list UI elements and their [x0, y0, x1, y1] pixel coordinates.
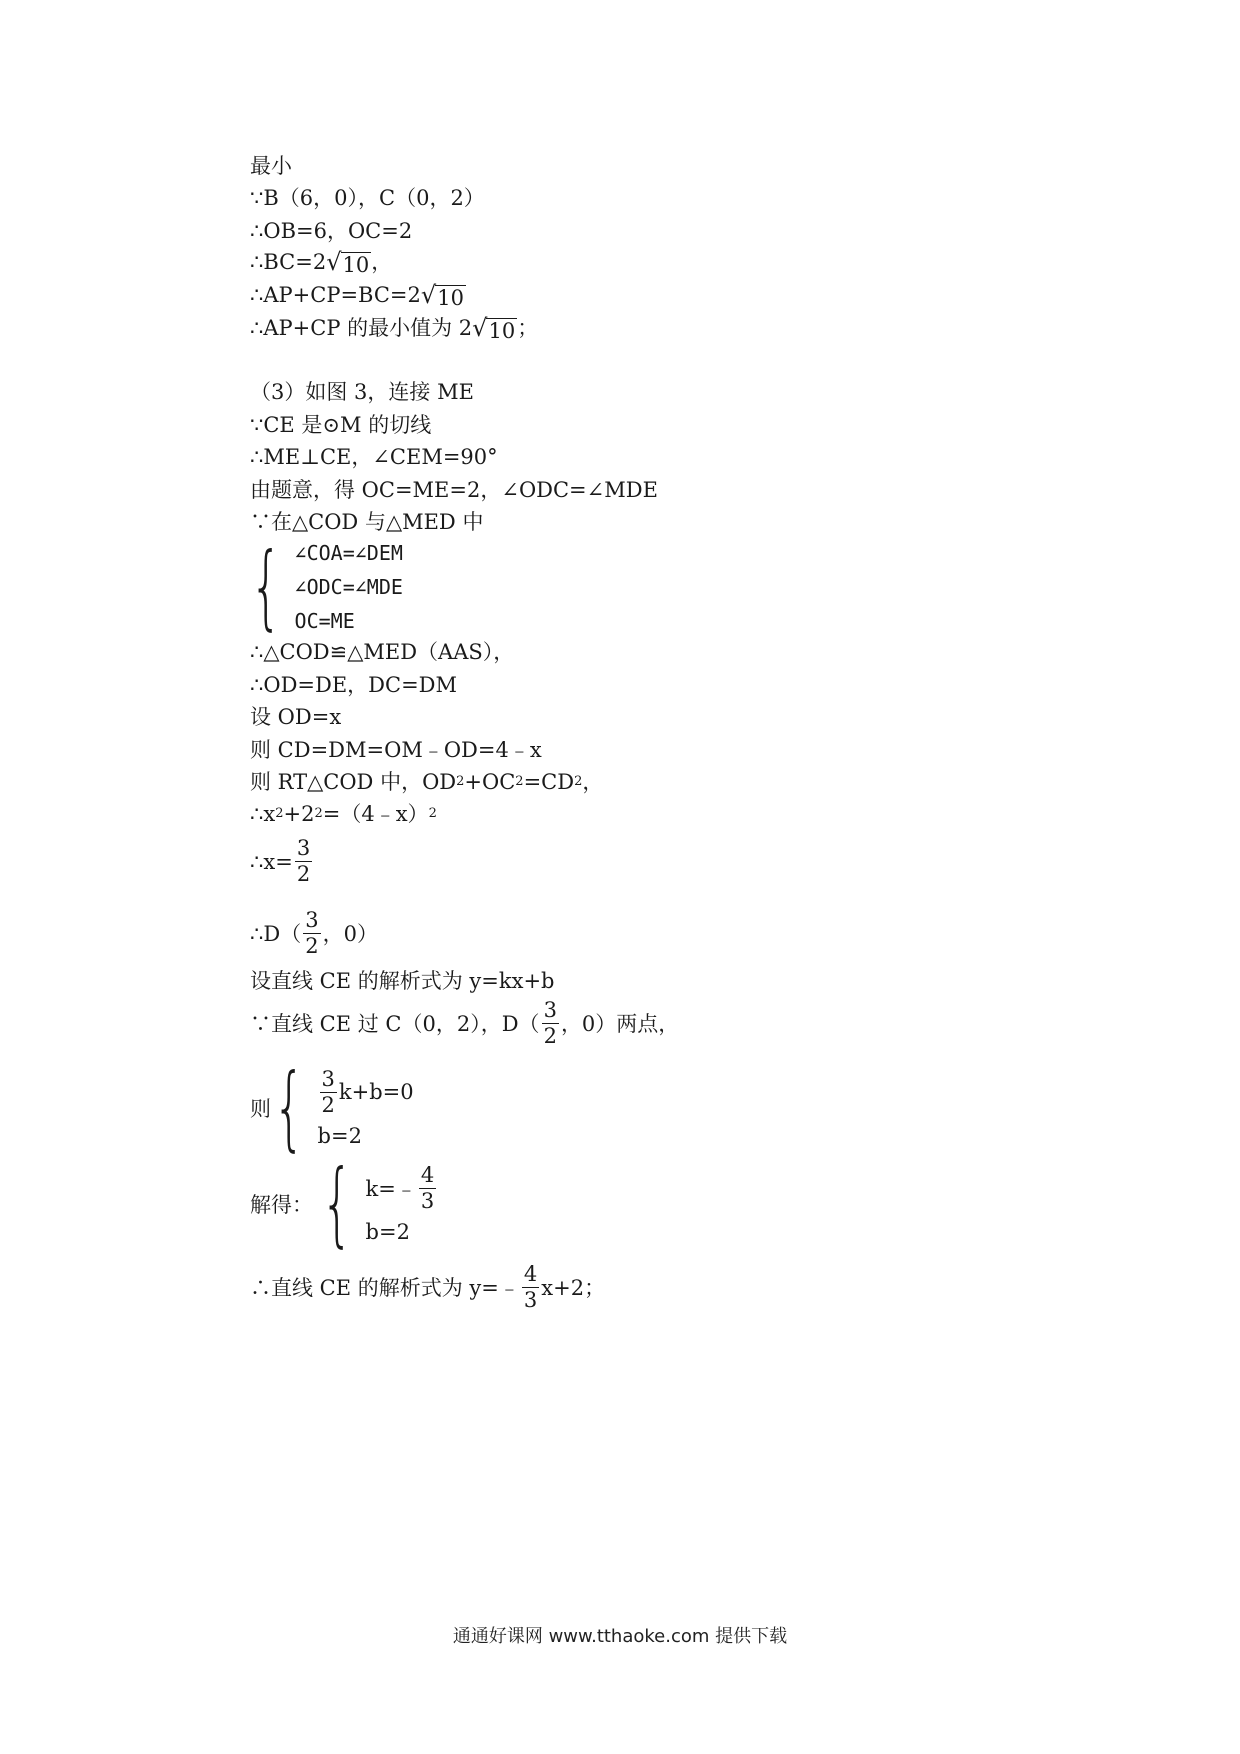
radicand: 10 [488, 319, 516, 343]
text-line [250, 736, 542, 764]
line-text: ∴BC=2 [250, 250, 327, 274]
text-line [250, 1264, 605, 1311]
line-text: ∴x= [250, 849, 293, 874]
text-line [250, 967, 555, 995]
radical-icon: √ [420, 281, 437, 309]
denominator: 3 [420, 1188, 435, 1213]
line-text: ∴ME⊥CE，∠CEM=90° [250, 445, 498, 469]
equation-system [250, 1054, 414, 1161]
line-text: 由题意，得 OC=ME=2，∠ODC=∠MDE [250, 478, 658, 502]
text-line [250, 1000, 679, 1047]
text-line [250, 910, 378, 957]
line-text: ∴OD=DE，DC=DM [250, 673, 458, 697]
text-line [250, 838, 314, 885]
system-equation: b=2 [365, 1219, 410, 1244]
system-equation: ∠COA=∠DEM [294, 541, 403, 565]
brace-icon: { [250, 533, 283, 640]
fraction [320, 1066, 337, 1117]
line-text: ∴D（ [250, 921, 302, 946]
numerator: 4 [523, 1262, 538, 1286]
line-text: ∴OB=6，OC=2 [250, 219, 413, 243]
line-text: =（4﹣x） [322, 802, 429, 826]
text-line [250, 703, 341, 731]
line-text: ∴AP+CP 的最小值为 2 [250, 316, 473, 340]
equation-system [250, 1150, 438, 1257]
denominator: 3 [523, 1288, 538, 1312]
line-text: =CD [523, 770, 575, 794]
denominator: 2 [321, 1092, 335, 1117]
line-text: ∵在△COD 与△MED 中 [250, 510, 484, 534]
numerator: 3 [543, 998, 557, 1022]
line-text: ∴△COD≌△MED（AAS）， [250, 640, 515, 664]
equation-text: k+b=0 [338, 1080, 414, 1104]
text-line [250, 217, 412, 245]
radical-icon: √ [472, 314, 488, 342]
numerator: 3 [305, 908, 319, 932]
fraction [303, 910, 320, 957]
text-line [250, 800, 437, 828]
text-line [250, 281, 466, 309]
text-line [250, 411, 431, 439]
system-equation: ∠ODC=∠MDE [294, 575, 403, 599]
superscript: 2 [428, 806, 437, 821]
superscript: 2 [574, 774, 583, 789]
system-equation: OC=ME [294, 609, 355, 633]
line-text: ，0） [322, 921, 378, 946]
text-line [250, 152, 292, 180]
superscript: 2 [515, 774, 524, 789]
line-text: 则 [250, 1097, 271, 1121]
equation-text: k=﹣ [365, 1177, 417, 1201]
numerator: 3 [321, 1066, 335, 1091]
superscript: 2 [275, 806, 284, 821]
line-text: +2 [283, 802, 315, 826]
line-text: ； [517, 316, 539, 340]
line-text: ，0）两点， [560, 1011, 680, 1036]
line-text: ∴x [250, 802, 276, 826]
text-line [250, 638, 514, 666]
denominator: 2 [296, 862, 311, 886]
line-text: ∵CE 是⊙M 的切线 [250, 413, 432, 437]
text-line [250, 508, 483, 536]
sqrt-expression [326, 248, 371, 276]
system-equation [365, 1162, 439, 1213]
page-footer: 通通好课网 www.tthaoke.com 提供下载 [452, 1626, 788, 1647]
denominator: 2 [543, 1024, 557, 1048]
line-text: ∴直线 CE 的解析式为 y=﹣ [250, 1275, 520, 1300]
radicand: 10 [342, 253, 370, 277]
text-line [250, 476, 658, 504]
line-text: ， [371, 250, 393, 274]
line-text: 设直线 CE 的解析式为 y=kx+b [250, 969, 555, 993]
denominator: 2 [305, 934, 319, 958]
line-text: 最小 [250, 154, 292, 178]
line-text: 设 OD=x [250, 705, 342, 729]
sqrt-expression [421, 281, 466, 309]
fraction [542, 1000, 559, 1047]
numerator: 4 [420, 1162, 435, 1187]
radical-icon: √ [326, 248, 342, 276]
text-line [250, 248, 392, 276]
system-equation [318, 1066, 414, 1117]
system-equation: b=2 [317, 1123, 362, 1148]
line-text: ∵B（6，0），C（0，2） [250, 186, 485, 210]
sqrt-expression [472, 314, 517, 342]
line-text: x+2； [541, 1275, 606, 1300]
text-line [250, 443, 498, 471]
line-text: （3）如图 3，连接 ME [250, 380, 474, 404]
brace-icon: { [273, 1054, 306, 1161]
fraction [419, 1162, 436, 1213]
equation-system [250, 533, 403, 640]
text-line [250, 378, 474, 406]
text-line [250, 314, 538, 342]
brace-icon: { [321, 1150, 354, 1257]
line-text: 则 CD=DM=OM﹣OD=4﹣x [250, 738, 542, 762]
fraction [522, 1264, 539, 1311]
line-text: 则 RT△COD 中，OD [250, 770, 457, 794]
line-text: ， [582, 770, 604, 794]
fraction [295, 838, 312, 885]
numerator: 3 [296, 836, 311, 860]
text-line [250, 768, 603, 796]
line-text: +OC [464, 770, 516, 794]
superscript: 2 [456, 774, 465, 789]
superscript: 2 [314, 806, 323, 821]
line-text: ∴AP+CP=BC=2 [250, 283, 421, 307]
text-line [250, 184, 485, 212]
line-text: 解得： [250, 1193, 313, 1217]
text-line [250, 671, 457, 699]
radicand: 10 [437, 286, 464, 310]
line-text: ∵直线 CE 过 C（0，2），D（ [250, 1011, 540, 1036]
